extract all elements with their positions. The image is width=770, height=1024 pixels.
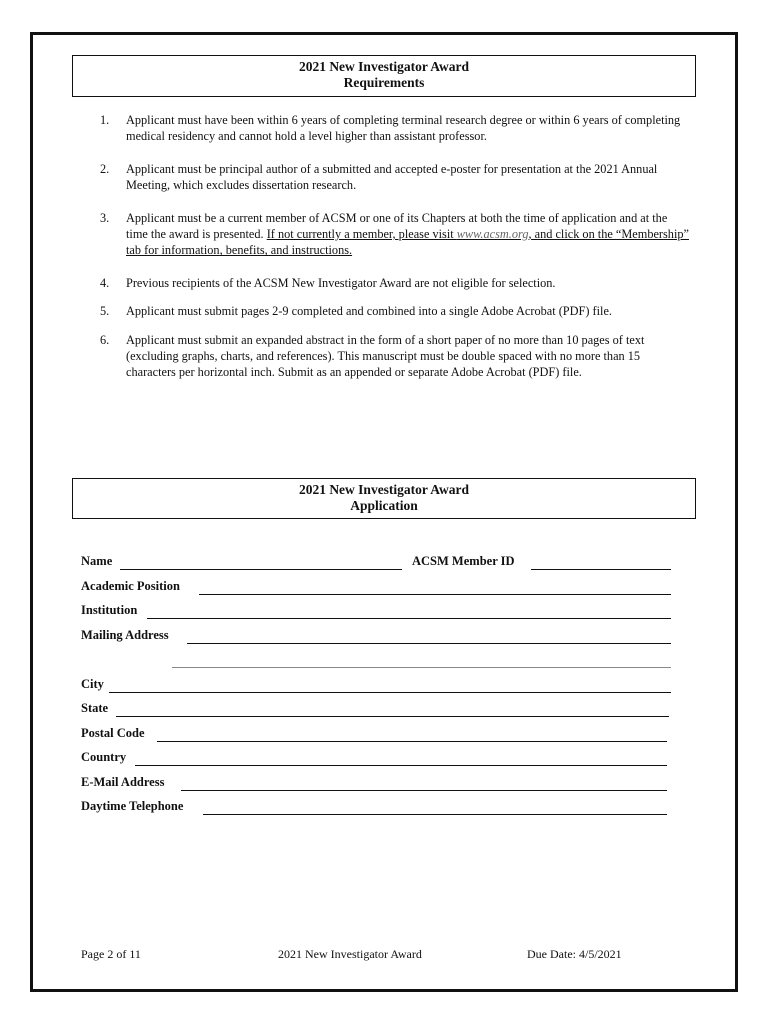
mailing-address-label: Mailing Address — [81, 628, 169, 642]
institution-label: Institution — [81, 603, 138, 617]
requirement-item: 4. Previous recipients of the ACSM New Investigator Award are not eligible for selection. — [100, 275, 556, 290]
name-label: Name — [81, 554, 113, 568]
city-label: City — [81, 677, 104, 691]
requirement-text: Applicant must be principal author of a submitted and accepted e-poster for presentation at the 2021 Annual Meeting, which excludes dissertation research. — [126, 161, 658, 193]
requirements-title: 2021 New Investigator Award — [298, 59, 470, 74]
footer-due-date: Due Date: 4/5/2021 — [527, 947, 622, 961]
country-label: Country — [81, 750, 127, 764]
email-label: E-Mail Address — [81, 775, 165, 789]
requirement-item: 2. Applicant must be principal author of a submitted and accepted e-poster for presentation at the 2021 Annual Meeting, which excludes dissertation research. — [100, 161, 658, 193]
member-id-field[interactable] — [531, 569, 671, 570]
requirement-text: Applicant must submit an expanded abstract in the form of a short paper of no more than 10 pages of text (excluding graphs, charts, and references). This manuscript must be double spaced with no more than 15 characters per horizontal inch. Submit as an appended or separate Adobe Acrobat (PDF) file. — [126, 332, 645, 380]
phone-label: Daytime Telephone — [81, 799, 184, 813]
requirement-item: 3. Applicant must be a current member of ACSM or one of its Chapters at both the time of application and at the time the award is presented. If not currently a member, please visit www.acsm.org, and click on the “Membership” tab for information, benefits, and instructions. — [100, 210, 689, 258]
requirements-subtitle: Requirements — [343, 75, 425, 90]
requirement-item: 5. Applicant must submit pages 2-9 completed and combined into a single Adobe Acrobat (PDF) file. — [100, 304, 612, 319]
requirements-title-box — [72, 55, 696, 97]
application-title: 2021 New Investigator Award — [298, 482, 470, 497]
requirement-text: Applicant must have been within 6 years of completing terminal research degree or within 6 years of completing medical residency and cannot hold a level higher than assistant professor. — [126, 113, 681, 144]
postal-code-label: Postal Code — [81, 726, 145, 740]
requirement-item: 1. Applicant must have been within 6 years of completing terminal research degree or within 6 years of completing medical residency and cannot hold a level higher than assistant professor. — [100, 113, 681, 144]
application-subtitle: Application — [350, 498, 418, 513]
state-label: State — [81, 701, 109, 715]
email-field[interactable] — [181, 790, 667, 791]
mailing-address-field[interactable] — [187, 643, 671, 644]
member-id-label: ACSM Member ID — [412, 554, 515, 568]
requirement-text: Applicant must be a current member of ACSM or one of its Chapters at both the time of application and at the time the award is presented. — [126, 210, 668, 242]
country-field[interactable] — [135, 765, 667, 766]
application-title-box — [72, 478, 696, 519]
footer-page-number: Page 2 of 11 — [81, 947, 141, 961]
membership-link[interactable]: If not currently a member, please visit www.acsm.org, and click on the “Membership” tab for information, benefits, and instructions. — [126, 227, 689, 258]
requirements-list — [100, 112, 690, 381]
requirement-text: Previous recipients of the ACSM New Investigator Award are not eligible for selection. — [126, 275, 556, 290]
acsm-url-link[interactable]: www.acsm.org — [456, 227, 529, 242]
mailing-address-field-2[interactable] — [172, 667, 671, 668]
footer-title: 2021 New Investigator Award — [278, 947, 422, 961]
institution-field[interactable] — [147, 618, 671, 619]
academic-position-field[interactable] — [199, 594, 671, 595]
city-field[interactable] — [109, 692, 671, 693]
phone-field[interactable] — [203, 814, 667, 815]
requirement-item: 6. Applicant must submit an expanded abstract in the form of a short paper of no more than 10 pages of text (excluding graphs, charts, and references). This manuscript must be double spaced with no more than 15 characters per horizontal inch. Submit as an appended or separate Adobe Acrobat (PDF) file. — [100, 332, 645, 380]
requirement-text: Applicant must submit pages 2-9 completed and combined into a single Adobe Acrobat (PDF) file. — [126, 304, 612, 319]
postal-code-field[interactable] — [157, 741, 667, 742]
academic-position-label: Academic Position — [81, 579, 180, 593]
name-field[interactable] — [120, 569, 402, 570]
state-field[interactable] — [116, 716, 669, 717]
